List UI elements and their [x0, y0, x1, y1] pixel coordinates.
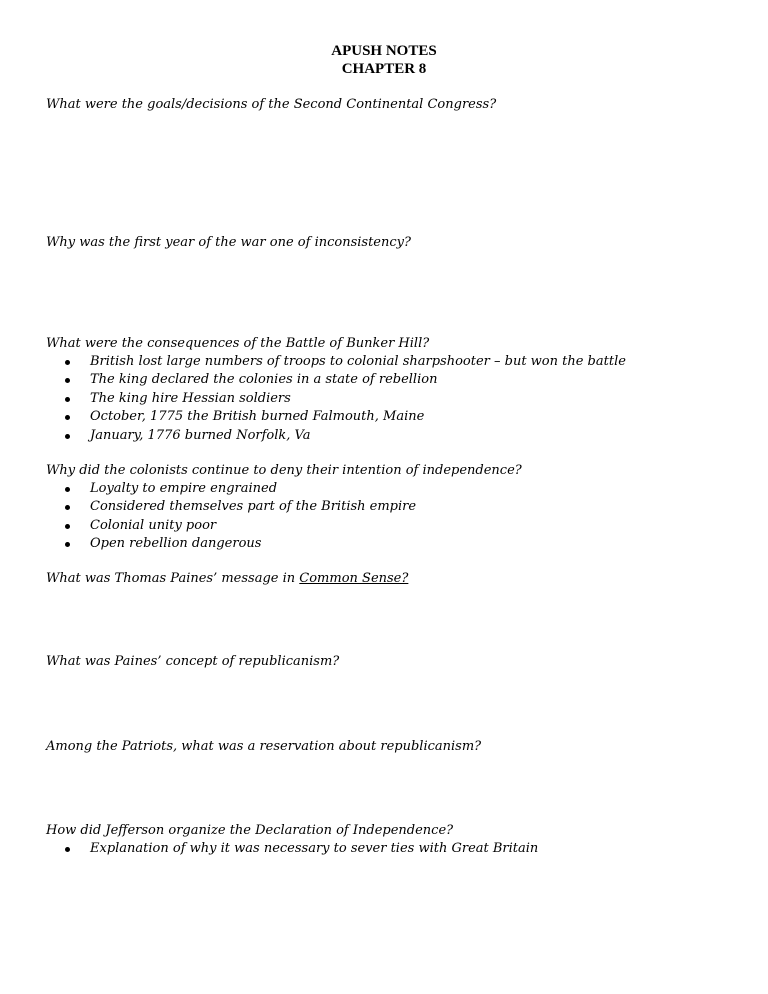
list-item: Considered themselves part of the British empire: [0, 498, 740, 516]
bullet-icon: [65, 487, 70, 492]
bullet-icon: [65, 360, 70, 365]
page-subtitle: CHAPTER 8: [341, 61, 427, 77]
bullet-icon: [65, 505, 70, 510]
question-4: Why did the colonists continue to deny their intention of independence?: [46, 463, 522, 478]
bullet-icon: [65, 397, 70, 402]
question-6: What was Paines’ concept of republicanism?: [46, 654, 340, 669]
question-8: How did Jefferson organize the Declaration of Independence?: [46, 823, 454, 838]
question-2: Why was the first year of the war one of inconsistency?: [46, 235, 411, 250]
bullet-icon: [65, 378, 70, 383]
page-title: APUSH NOTES: [331, 43, 437, 59]
bullet-icon: [65, 847, 70, 852]
list-item: October, 1775 the British burned Falmouth, Maine: [0, 408, 740, 426]
list-item: Colonial unity poor: [0, 517, 740, 535]
book-title: Common Sense?: [299, 571, 409, 586]
question-3-bullets: [0, 353, 740, 445]
question-8-bullets: [0, 840, 740, 858]
bullet-icon: [65, 415, 70, 420]
list-item: The king hire Hessian soldiers: [0, 390, 740, 408]
list-item: The king declared the colonies in a state of rebellion: [0, 371, 740, 389]
list-item: January, 1776 burned Norfolk, Va: [0, 427, 740, 445]
bullet-icon: [65, 434, 70, 439]
question-5: What was Thomas Paines’ message in Common Sense?: [46, 571, 409, 586]
list-item: Explanation of why it was necessary to sever ties with Great Britain: [0, 840, 740, 858]
list-item: Loyalty to empire engrained: [0, 480, 740, 498]
question-3: What were the consequences of the Battle of Bunker Hill?: [46, 336, 430, 351]
question-7: Among the Patriots, what was a reservation about republicanism?: [46, 739, 482, 754]
question-4-bullets: [0, 480, 740, 554]
question-1: What were the goals/decisions of the Second Continental Congress?: [46, 97, 497, 112]
bullet-icon: [65, 524, 70, 529]
list-item: Open rebellion dangerous: [0, 535, 740, 553]
bullet-icon: [65, 542, 70, 547]
list-item: British lost large numbers of troops to colonial sharpshooter – but won the battle: [0, 353, 740, 371]
